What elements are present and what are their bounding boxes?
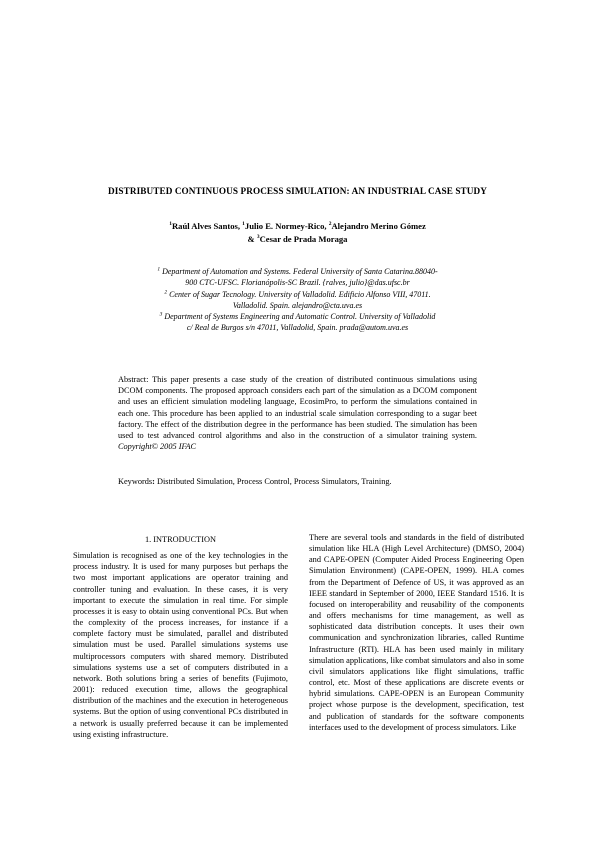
left-column	[73, 534, 288, 740]
author-line-2	[80, 233, 515, 246]
standards-paragraph: There are several tools and standards in the field of distributed simulation like HLA (High Level Architecture) (DMSO, 2004) and CAPE-OPEN (Computer Aided Process Engineering Open Simulation Environment) (CAPE-OPEN, 1999). HLA comes from the Department of Defence of US, it was approved as an IEEE standard in September of 2000, IEEE Standard 1516. It is focused on interoperability and reusability of the components and offers mechanisms for time management, as well as sophisticated data distribution concepts. It uses their own communication and synchronization libraries, called Runtime Infrastructure (RTI). HLA has been used mainly in military simulation applications, like combat simulators and also in some civil simulators applications like flight simulations, traffic control, etc. Most of these applications are discrete events or hybrid simulations. CAPE-OPEN is an European Community project whose purpose is the development, specification, test and publication of standards for the software components interfaces used to the development of process simulators. Like	[309, 533, 524, 732]
author-1-affiliation-mark: 1	[169, 221, 172, 228]
affiliation-3-line-2: c/ Real de Burgos s/n 47011, Valladolid, Spain. prada@autom.uva.es	[186, 323, 409, 333]
affiliations	[100, 266, 495, 334]
abstract-copyright: Copyright© 2005 IFAC	[118, 442, 197, 452]
affiliation-1	[100, 266, 495, 289]
keywords-colon: :	[152, 477, 157, 486]
keywords-label: Keywords	[118, 477, 153, 486]
author-4-name: Cesar de Prada Moraga	[259, 233, 348, 244]
author-line-1	[80, 220, 515, 233]
author-3-name: Alejandro Merino Gómez	[331, 221, 426, 231]
author-2-name: Julio E. Normey-Rico,	[244, 221, 329, 231]
keywords	[118, 476, 477, 487]
author-3-affiliation-mark: 2	[328, 221, 332, 228]
author-1-name: Raúl Alves Santos,	[171, 221, 243, 231]
right-column	[309, 532, 524, 733]
section-heading-introduction: 1. INTRODUCTION	[145, 535, 216, 544]
author-2-affiliation-mark: 1	[242, 221, 245, 228]
author-ampersand: &	[247, 233, 257, 244]
affiliation-3-line-1: Department of Systems Engineering and Automatic Control. University of Valladolid	[164, 312, 436, 322]
affiliation-2-line-2: Valladolid. Spain. alejandro@cta.uva.es	[232, 300, 363, 310]
affiliation-2	[100, 289, 495, 312]
author-4-affiliation-mark: 3	[256, 233, 260, 240]
paper-title: DISTRIBUTED CONTINUOUS PROCESS SIMULATION: AN INDUSTRIAL CASE STUDY	[108, 186, 487, 196]
keywords-text: Distributed Simulation, Process Control, Process Simulators, Training.	[156, 477, 392, 486]
affiliation-3	[100, 311, 495, 334]
author-list	[80, 220, 515, 245]
intro-paragraph: Simulation is recognised as one of the key technologies in the process industry. It is used for many purposes but perhaps the two most important applications are operator training and controller tuning and evaluation. In these cases, it is very important to execute the simulation in real time. For simple processes it is easy to obtain using conventional PCs. But when the complexity of the process increases, for instance if a complete factory must be simulated, parallel and distributed simulation must be used. Parallel simulations systems use multiprocessors computers with shared memory. Distributed simulations systems use a set of computers distributed in a network. Both solutions bring a series of benefits (Fujimoto, 2001): reduced execution time, allows the geographical distribution of the machines and the execution in heterogeneous systems. But the option of using conventional PCs distributed in a network is usually preferred because it can be implemented using existing infrastructure.	[73, 551, 288, 739]
affiliation-1-line-2: 900 CTC-UFSC. Florianópolis-SC Brazil. {ralves, julio}@das.ufsc.br	[185, 278, 410, 288]
affiliation-2-mark: 2	[164, 288, 168, 295]
abstract-text: Abstract: This paper presents a case study of the creation of distributed continuous simulations using DCOM components. The proposed approach considers each part of the simulation as a DCOM component and uses an efficient simulation modeling language, EcosimPro, to perform the simulations contained in each one. This procedure has been applied to an industrial scale simulation corresponding to a sugar beet factory. The effect of the distribution degree in the performance has been studied. The simulation has been used to test advanced control algorithms and also in the construction of a simulator training system.	[118, 375, 477, 441]
abstract	[118, 374, 477, 452]
affiliation-2-line-1: Center of Sugar Tecnology. University of Valladolid. Edificio Alfonso VIII, 47011.	[169, 289, 431, 299]
affiliation-1-line-1: Department of Automation and Systems. Federal University of Santa Catarina.88040-	[162, 267, 438, 276]
affiliation-3-mark: 3	[159, 311, 163, 318]
affiliation-1-mark: 1	[157, 266, 161, 273]
